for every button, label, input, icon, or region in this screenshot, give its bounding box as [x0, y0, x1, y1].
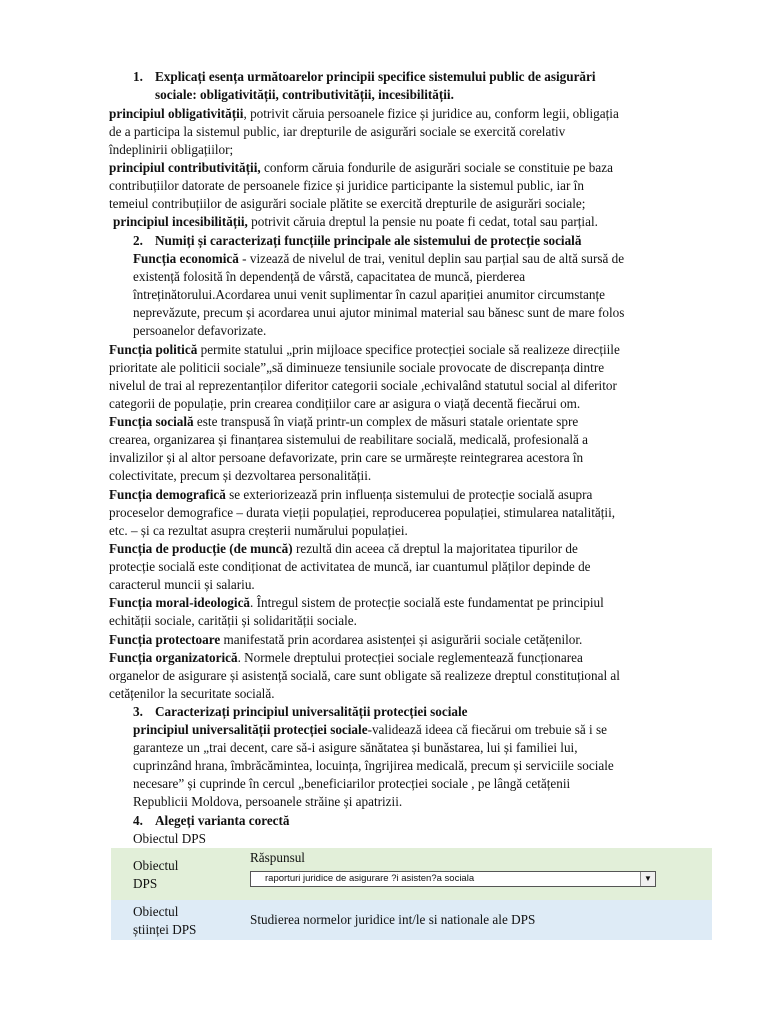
q2-f8-line-1 — [109, 649, 583, 667]
q2-f3-line-4: colectivitate, precum și dezvoltarea personalității. — [109, 468, 372, 483]
q1-title-text-1: Explicați esența următoarelor principii specifice sistemului public de asigurări — [155, 69, 596, 84]
q2-title-text: Numiți și caracterizați funcțiile principale ale sistemului de protecție socială — [155, 233, 582, 248]
q1-p2-text-1: conform căruia fondurile de asigurări sociale se constituie pe baza — [260, 160, 613, 175]
q2-f5-line-1 — [109, 540, 578, 558]
answer-row-obiectul-stiintei-dps — [111, 900, 712, 940]
answer-table — [111, 848, 712, 940]
q3-line-1 — [133, 721, 607, 739]
q3-line-3: cuprinzând hrana, îmbrăcămintea, locuința, îngrijirea medicală, precum și serviciile sociale — [133, 758, 614, 773]
q2-f4-line-2: proceselor demografice – durata vieții populației, reproducerea populației, stimularea natalității, — [109, 505, 616, 520]
q4-subtitle: Obiectul DPS — [133, 831, 206, 846]
q3-number: 3. — [133, 704, 143, 719]
row1-answer-cell — [240, 848, 712, 900]
q4-title-line — [133, 812, 290, 830]
q2-f3-line-2: crearea, organizarea și finanțarea sistemului de reabilitare socială, medicală, profesională a — [109, 432, 589, 447]
q1-title-line-2: sociale: obligativității, contributivității, incesibilității. — [155, 87, 454, 102]
q1-p3-text-1: potrivit căruia dreptul la pensie nu poate fi cedat, total sau parțial. — [247, 214, 598, 229]
term-functia-politica: Funcția politică — [109, 342, 198, 357]
row2-label-line-1: Obiectul — [133, 904, 179, 919]
q4-title-text: Alegeți varianta corectă — [155, 813, 290, 828]
q3-line-2: garanteze un „trai decent, care să-i asigure sănătatea și bunăstarea, lui și familiei lui, — [133, 740, 578, 755]
q3-title-text: Caracterizați principiul universalității protecției sociale — [155, 704, 468, 719]
q2-f2-line-3: nivelul de trai al reprezentanților diferitor categorii sociale ,echivalând statutul social al diferitor — [109, 378, 617, 393]
q2-f8-line-3: cetățenilor la securitate socială. — [109, 686, 275, 701]
q3-text-1: -validează ideea că fiecărui om trebuie să i se — [367, 722, 607, 737]
row1-label-line-1: Obiectul — [133, 858, 179, 873]
row-label-obiectul-stiintei-dps — [111, 900, 240, 940]
q2-f1-line-5: persoanelor defavorizate. — [133, 323, 267, 338]
q1-p2-line-1 — [109, 159, 613, 177]
row2-value-cell — [240, 900, 712, 940]
term-obligativitatii: principiul obligativității — [109, 106, 244, 121]
term-functia-de-productie: Funcția de producție (de muncă) — [109, 541, 293, 556]
answer-dropdown[interactable] — [250, 871, 656, 887]
q2-f3-text-1: este transpusă în viață printr-un complex de măsuri statale orientate spre — [193, 414, 579, 429]
term-functia-organizatorica: Funcția organizatorică — [109, 650, 238, 665]
q2-title-line — [133, 232, 581, 250]
term-functia-economica: Funcția economică — [133, 251, 239, 266]
term-contributivitatii: principiul contributivității, — [109, 160, 261, 175]
row-label-obiectul-dps — [111, 848, 240, 900]
q2-f2-line-2: prioritate ale politicii sociale”„să diminueze tensiunile sociale provocate de discrepanța dintre — [109, 360, 605, 375]
term-functia-moral-ideologica: Funcția moral-ideologică — [109, 595, 251, 610]
answer-dropdown-value: raporturi juridice de asigurare ?i asisten?a sociala — [265, 872, 475, 884]
q2-f8-text-1: . Normele dreptului protecției sociale reglementează funcționarea — [237, 650, 583, 665]
term-functia-protectoare: Funcția protectoare — [109, 632, 221, 647]
answer-label: Răspunsul — [250, 850, 305, 865]
q2-f1-line-2: existență folosită în dependență de vârstă, capacitatea de muncă, pierderea — [133, 269, 526, 284]
q1-p1-line-1 — [109, 105, 619, 123]
row2-value: Studierea normelor juridice int/le si nationale ale DPS — [250, 912, 536, 927]
q1-p2-line-3: temeiul contribuțiilor de asigurări sociale plătite se exercită drepturile de asigurări sociale; — [109, 196, 586, 211]
q2-f6-line-2: echității sociale, carității și solidarității sociale. — [109, 613, 357, 628]
row2-label-line-2: științei DPS — [133, 921, 197, 937]
q3-line-4: necesare” și cuprinde în cercul „beneficiarilor protecției sociale , pe lângă cetățenii — [133, 776, 571, 791]
q3-title-line — [133, 703, 468, 721]
q2-f1-line-4: neprevăzute, precum și acordarea unui ajutor minimal material sau bănesc sunt de mare folos — [133, 305, 625, 320]
q2-f2-line-1 — [109, 341, 620, 359]
q2-f4-line-1 — [109, 486, 592, 504]
q2-f2-text-1: permite statului „prin mijloace specifice protecției sociale să realizeze direcțiile — [197, 342, 620, 357]
q2-f3-line-3: invalizilor și al altor persoane defavorizate, prin care se urmărește reintegrarea acestora în — [109, 450, 584, 465]
q1-number: 1. — [133, 69, 143, 84]
q4-number: 4. — [133, 813, 143, 828]
q1-p1-line-3: îndeplinirii obligațiilor; — [109, 142, 234, 157]
q2-f1-text-1: - vizează de nivelul de trai, venitul deplin sau parțial sau de altă sursă de — [238, 251, 625, 266]
q2-f2-line-4: categorii de populație, prin crearea condițiilor care ar asigura o viață decentă fiecărui om. — [109, 396, 581, 411]
term-functia-demografica: Funcția demografică — [109, 487, 226, 502]
q2-f6-line-1 — [109, 594, 604, 612]
q1-p1-line-2: de a participa la sistemul public, iar drepturile de asigurări sociale se exercită corelativ — [109, 124, 566, 139]
q1-p2-line-2: contribuțiilor datorate de persoanele fizice și juridice participante la sistemul public, iar în — [109, 178, 584, 193]
q2-f7-text-1: manifestată prin acordarea asistenței și asigurării sociale cetățenilor. — [220, 632, 583, 647]
q2-number: 2. — [133, 233, 143, 248]
term-universalitatii: principiul universalității protecției sociale — [133, 722, 368, 737]
q1-p1-text-1: , potrivit căruia persoanele fizice și juridice au, conform legii, obligația — [243, 106, 619, 121]
q2-f6-text-1: . Întregul sistem de protecție socială este fundamentat pe principiul — [250, 595, 604, 610]
q1-p3-line-1 — [113, 213, 598, 231]
q2-f4-text-1: se exteriorizează prin influența sistemului de protecție socială asupra — [225, 487, 593, 502]
q2-f5-line-2: protecție socială este condiționat de activitatea de muncă, iar cuantumul plăților depinde de — [109, 559, 591, 574]
q1-title-line-1 — [133, 68, 596, 86]
q2-f5-line-3: caracterul muncii și salariu. — [109, 577, 255, 592]
q2-f7-line-1 — [109, 631, 582, 649]
q2-f1-line-3: întreținătorului.Acordarea unui venit suplimentar în cazul apariției anumitor circumstanțe — [133, 287, 606, 302]
chevron-down-icon[interactable]: ▼ — [640, 872, 655, 886]
answer-row-obiectul-dps — [111, 848, 712, 900]
q2-f5-text-1: rezultă din aceea că dreptul la majoritatea tipurilor de — [292, 541, 578, 556]
q3-line-5: Republicii Moldova, persoanele străine și apatrizii. — [133, 794, 403, 809]
q2-f4-line-3: etc. – și ca rezultat asupra creșterii numărului populației. — [109, 523, 408, 538]
q2-f3-line-1 — [109, 413, 578, 431]
q2-f1-line-1 — [133, 250, 624, 268]
row1-label-line-2: DPS — [133, 875, 158, 891]
q2-f8-line-2: organelor de asigurare și asistență socială, care sunt obligate să realizeze dreptul constituțional al — [109, 668, 620, 683]
term-incesibilitatii: principiul incesibilității, — [113, 214, 248, 229]
term-functia-sociala: Funcția socială — [109, 414, 194, 429]
